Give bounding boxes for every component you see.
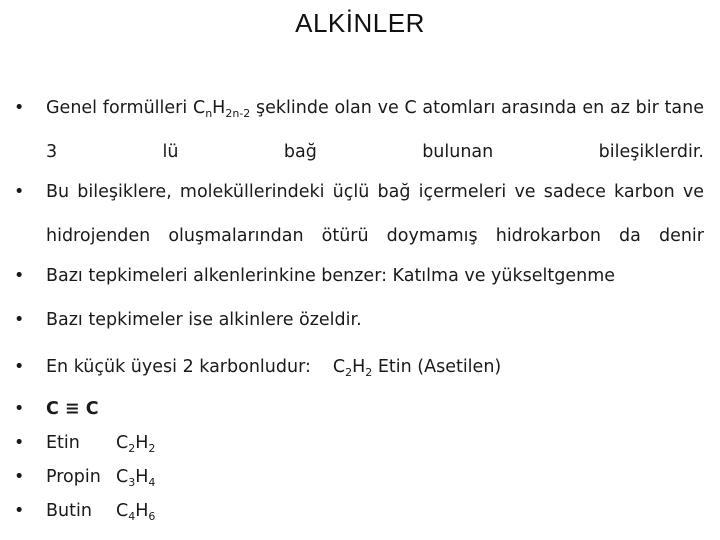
bullet-reactions-specific	[14, 298, 704, 342]
page-title: ALKİNLER	[295, 8, 425, 38]
bullet-dot: •	[14, 501, 25, 521]
list-item-propin	[14, 460, 704, 494]
alkyne-name: Etin	[46, 433, 80, 453]
alkyne-formula: $C_4H_6$	[116, 501, 156, 523]
bullet-text: Bazı tepkimeleri alkenlerinkine benzer: Katılma ve yükseltgenme	[46, 266, 616, 286]
bullet-dot: •	[14, 310, 25, 330]
bullet-dot: •	[14, 399, 25, 419]
list-item-butin	[14, 494, 704, 528]
bullet-text: En küçük üyesi 2 karbonludur: $C_2H_2$ Etin (Asetilen)	[46, 357, 502, 379]
bullet-text: Bazı tepkimeler ise alkinlere özeldir.	[46, 310, 362, 330]
alkyne-formula: $C_2H_2$	[116, 433, 156, 455]
triple-bond-formula: C ≡ C	[46, 399, 99, 419]
bullet-dot: •	[14, 467, 25, 487]
alkyne-formula: $C_3H_4$	[116, 467, 156, 489]
bullet-text: Genel formülleri $C_nH_{2n-2}$ şeklinde olan ve C atomları arasında en az bir tane 3 lü bağ bulunan bileşiklerdir.	[46, 98, 704, 162]
bullet-triple-bond	[14, 392, 704, 426]
bullet-dot: •	[14, 357, 25, 377]
bullet-dot: •	[14, 182, 25, 202]
bullet-dot: •	[14, 266, 25, 286]
alkyne-name: Propin	[46, 467, 101, 487]
bullet-dot: •	[14, 433, 25, 453]
formula-c2h2: $C_2H_2$	[332, 357, 373, 379]
bullet-smallest-member	[14, 345, 704, 389]
alkyne-name: Butin	[46, 501, 92, 521]
list-item-etin	[14, 426, 704, 460]
bullet-dot: •	[14, 98, 25, 118]
bullet-text: Bu bileşiklere, moleküllerindeki üçlü bağ içermeleri ve sadece karbon ve hidrojenden oluşmalarından ötürü doymamış hidrokarbon da denir	[46, 182, 704, 246]
bullet-reactions-similar	[14, 254, 704, 298]
